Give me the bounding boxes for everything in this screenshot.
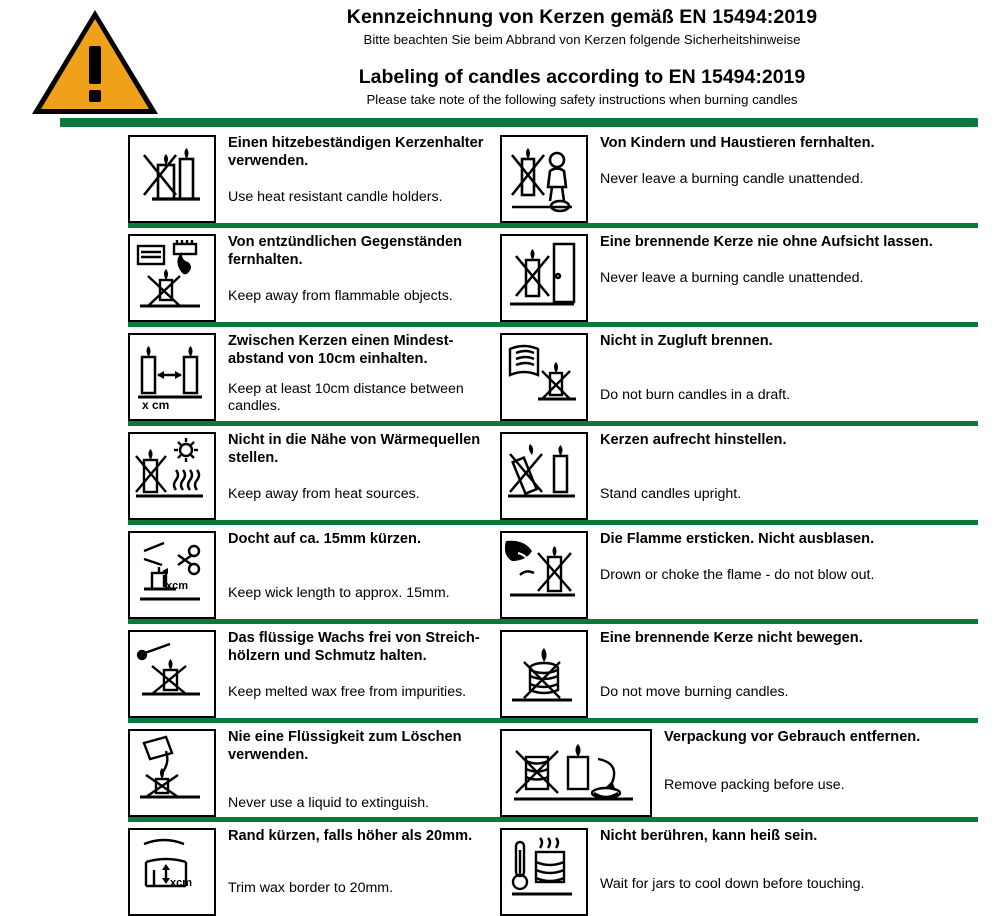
remove-packaging-before-use-icon [500, 729, 652, 817]
no-liquid-to-extinguish-icon [128, 729, 216, 817]
instruction-en: Keep wick length to approx. 15mm. [228, 584, 450, 601]
instruction-en: Trim wax border to 20mm. [228, 879, 394, 896]
header-divider-rule [60, 118, 978, 127]
instruction-cell [0, 525, 500, 619]
instruction-cell [0, 723, 500, 817]
table-row [0, 525, 1000, 619]
instruction-de: Nicht in Zugluft brennen. [600, 333, 773, 349]
instruction-text [588, 228, 1000, 287]
header [0, 0, 1000, 112]
instruction-text [216, 327, 500, 416]
instruction-cell [500, 723, 1000, 817]
instruction-de: Nicht berühren, kann heiß sein. [600, 828, 818, 844]
instruction-de: Das flüssige Wachs frei von Streich-hölzern und Schmutz halten. [228, 630, 480, 664]
instruction-en: Wait for jars to cool down before touching. [600, 875, 865, 892]
instruction-en: Keep away from heat sources. [228, 485, 420, 502]
table-row [0, 723, 1000, 817]
keep-wax-free-of-impurities-icon [128, 630, 216, 718]
icon-label-xcm: xcm [170, 877, 193, 889]
instruction-rows [0, 129, 1000, 916]
instruction-en: Never leave a burning candle unattended. [600, 269, 864, 286]
trim-wick-15mm-icon [128, 531, 216, 619]
table-row [0, 822, 1000, 916]
table-row [0, 624, 1000, 718]
instruction-text [588, 129, 1000, 188]
instruction-en: Never leave a burning candle unattended. [600, 170, 864, 187]
instruction-de: Rand kürzen, falls höher als 20mm. [228, 828, 473, 844]
table-row [0, 129, 1000, 223]
keep-away-from-flammable-objects-icon [128, 234, 216, 322]
instruction-en: Stand candles upright. [600, 485, 742, 502]
instruction-cell [500, 822, 1000, 916]
instruction-de: Verpackung vor Gebrauch entfernen. [664, 729, 921, 745]
header-en-title: Labeling of candles according to EN 15494:2019 [358, 65, 806, 88]
instruction-en: Use heat resistant candle holders. [228, 188, 443, 205]
table-row [0, 426, 1000, 520]
icon-label-xcm: xcm [166, 580, 189, 592]
table-row [0, 228, 1000, 322]
instruction-de: Von entzündlichen Gegenständen fernhalten. [228, 234, 463, 268]
instruction-text [216, 525, 500, 602]
instruction-text [588, 327, 1000, 404]
instruction-en: Drown or choke the flame - do not blow out. [600, 566, 875, 583]
instruction-de: Docht auf ca. 15mm kürzen. [228, 531, 422, 547]
candle-holder-heat-resistant-icon [128, 135, 216, 223]
instruction-cell [500, 525, 1000, 619]
instruction-de: Eine brennende Kerze nie ohne Aufsicht lassen. [600, 234, 933, 250]
instruction-text [216, 624, 500, 701]
instruction-de: Zwischen Kerzen einen Mindest-abstand von 10cm einhalten. [228, 333, 454, 367]
header-de-title: Kennzeichnung von Kerzen gemäß EN 15494:2019 [346, 6, 818, 28]
instruction-cell [0, 228, 500, 322]
instruction-cell [0, 129, 500, 223]
table-row [0, 327, 1000, 421]
trim-wax-border-20mm-icon [128, 828, 216, 916]
instruction-text [216, 426, 500, 503]
instruction-text [588, 426, 1000, 503]
instruction-de: Nie eine Flüssigkeit zum Löschen verwenden. [228, 729, 462, 763]
instruction-cell [500, 327, 1000, 421]
instruction-de: Kerzen aufrecht hinstellen. [600, 432, 787, 448]
instruction-en: Never use a liquid to extinguish. [228, 794, 430, 811]
instruction-en: Do not burn candles in a draft. [600, 386, 791, 403]
no-draft-icon [500, 333, 588, 421]
instruction-cell [0, 822, 500, 916]
instruction-en: Keep away from flammable objects. [228, 287, 453, 304]
header-de-subtitle: Bitte beachten Sie beim Abbrand von Kerzen folgende Sicherheitshinweise [363, 32, 801, 48]
instruction-cell [500, 624, 1000, 718]
instruction-de: Die Flamme ersticken. Nicht ausblasen. [600, 531, 875, 547]
instruction-text [652, 723, 1000, 794]
instruction-text [588, 624, 1000, 701]
instruction-text [588, 525, 1000, 584]
instruction-cell [500, 228, 1000, 322]
do-not-blow-out-flame-icon [500, 531, 588, 619]
instruction-cell [0, 327, 500, 421]
instruction-en: Do not move burning candles. [600, 683, 789, 700]
instruction-de: Eine brennende Kerze nicht bewegen. [600, 630, 863, 646]
header-en-subtitle: Please take note of the following safety instructions when burning candles [366, 92, 798, 107]
instruction-cell [500, 426, 1000, 520]
warning-sign-wrap [0, 4, 190, 118]
instruction-cell [500, 129, 1000, 223]
instruction-text [216, 129, 500, 206]
instruction-text [216, 822, 500, 897]
do-not-move-burning-candle-icon [500, 630, 588, 718]
instruction-cell [0, 624, 500, 718]
instruction-de: Von Kindern und Haustieren fernhalten. [600, 135, 875, 151]
hot-jar-do-not-touch-icon [500, 828, 588, 916]
keep-away-from-heat-sources-icon [128, 432, 216, 520]
stand-candles-upright-icon [500, 432, 588, 520]
keep-away-from-children-and-pets-icon [500, 135, 588, 223]
instruction-de: Einen hitzebeständigen Kerzenhalter verwenden. [228, 135, 484, 169]
instruction-en: Remove packing before use. [664, 776, 845, 793]
instruction-cell [0, 426, 500, 520]
icon-label-xcm: x cm [142, 398, 170, 412]
instruction-de: Nicht in die Nähe von Wärmequellen stellen. [228, 432, 481, 466]
instruction-text [216, 723, 500, 812]
never-leave-unattended-icon [500, 234, 588, 322]
instruction-text [588, 822, 1000, 893]
warning-triangle-exclamation-icon [29, 6, 161, 118]
instruction-en: Keep melted wax free from impurities. [228, 683, 467, 700]
instruction-text [216, 228, 500, 305]
header-text [190, 4, 1000, 108]
instruction-en: Keep at least 10cm distance between candles. [228, 380, 464, 415]
minimum-distance-10cm-icon [128, 333, 216, 421]
